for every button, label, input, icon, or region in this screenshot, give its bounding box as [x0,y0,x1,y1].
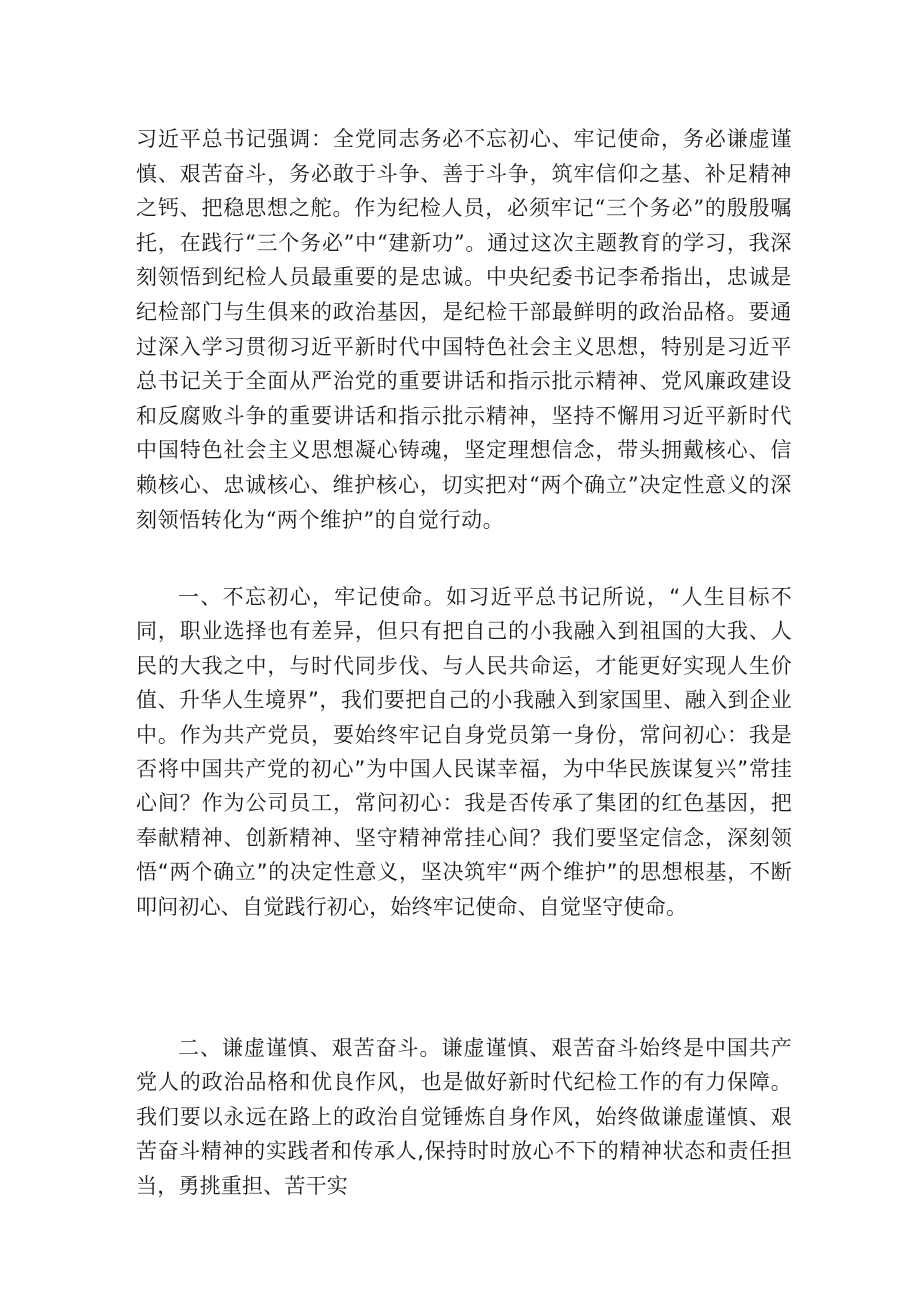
paragraph-section-two: 二、谦虚谨慎、艰苦奋斗。谦虚谨慎、艰苦奋斗始终是中国共产党人的政治品格和优良作风，也是做好新时代纪检工作的有力保障。我们要以永远在路上的政治自觉锤炼自身作风，始终做谦虚谨慎、艰苦奋斗精神的实践者和传承人,保持时时放心不下的精神状态和责任担当，勇挑重担、苦干实 [136,1036,792,1198]
paragraph-intro: 习近平总书记强调：全党同志务必不忘初心、牢记使命，务必谦虚谨慎、艰苦奋斗，务必敢于斗争、善于斗争，筑牢信仰之基、补足精神之钙、把稳思想之舵。作为纪检人员，必须牢记“三个务必”的殷殷嘱托，在践行“三个务必”中“建新功”。通过这次主题教育的学习，我深刻领悟到纪检人员最重要的是忠诚。中央纪委书记李希指出，忠诚是纪检部门与生俱来的政治基因，是纪检干部最鲜明的政治品格。要通过深入学习贯彻习近平新时代中国特色社会主义思想，特别是习近平总书记关于全面从严治党的重要讲话和指示批示精神、党风廉政建设和反腐败斗争的重要讲话和指示批示精神，坚持不懈用习近平新时代中国特色社会主义思想凝心铸魂，坚定理想信念，带头拥戴核心、信赖核心、忠诚核心、维护核心，切实把对“两个确立”决定性意义的深刻领悟转化为“两个维护”的自觉行动。 [136,127,792,532]
paragraph-section-one: 一、不忘初心，牢记使命。如习近平总书记所说，“人生目标不同，职业选择也有差异，但只有把自己的小我融入到祖国的大我、人民的大我之中，与时代同步伐、与人民共命运，才能更好实现人生价值、升华人生境界”，我们要把自己的小我融入到家国里、融入到企业中。作为共产党员，要始终牢记自身党员第一身份，常问初心：我是否将中国共产党的初心”为中国人民谋幸福，为中华民族谋复兴”常挂心间？作为公司员工，常问初心：我是否传承了集团的红色基因，把奉献精神、创新精神、坚守精神常挂心间？我们要坚定信念，深刻领悟“两个确立”的决定性意义，坚决筑牢“两个维护”的思想根基，不断叩问初心、自觉践行初心，始终牢记使命、自觉坚守使命。 [136,585,792,919]
